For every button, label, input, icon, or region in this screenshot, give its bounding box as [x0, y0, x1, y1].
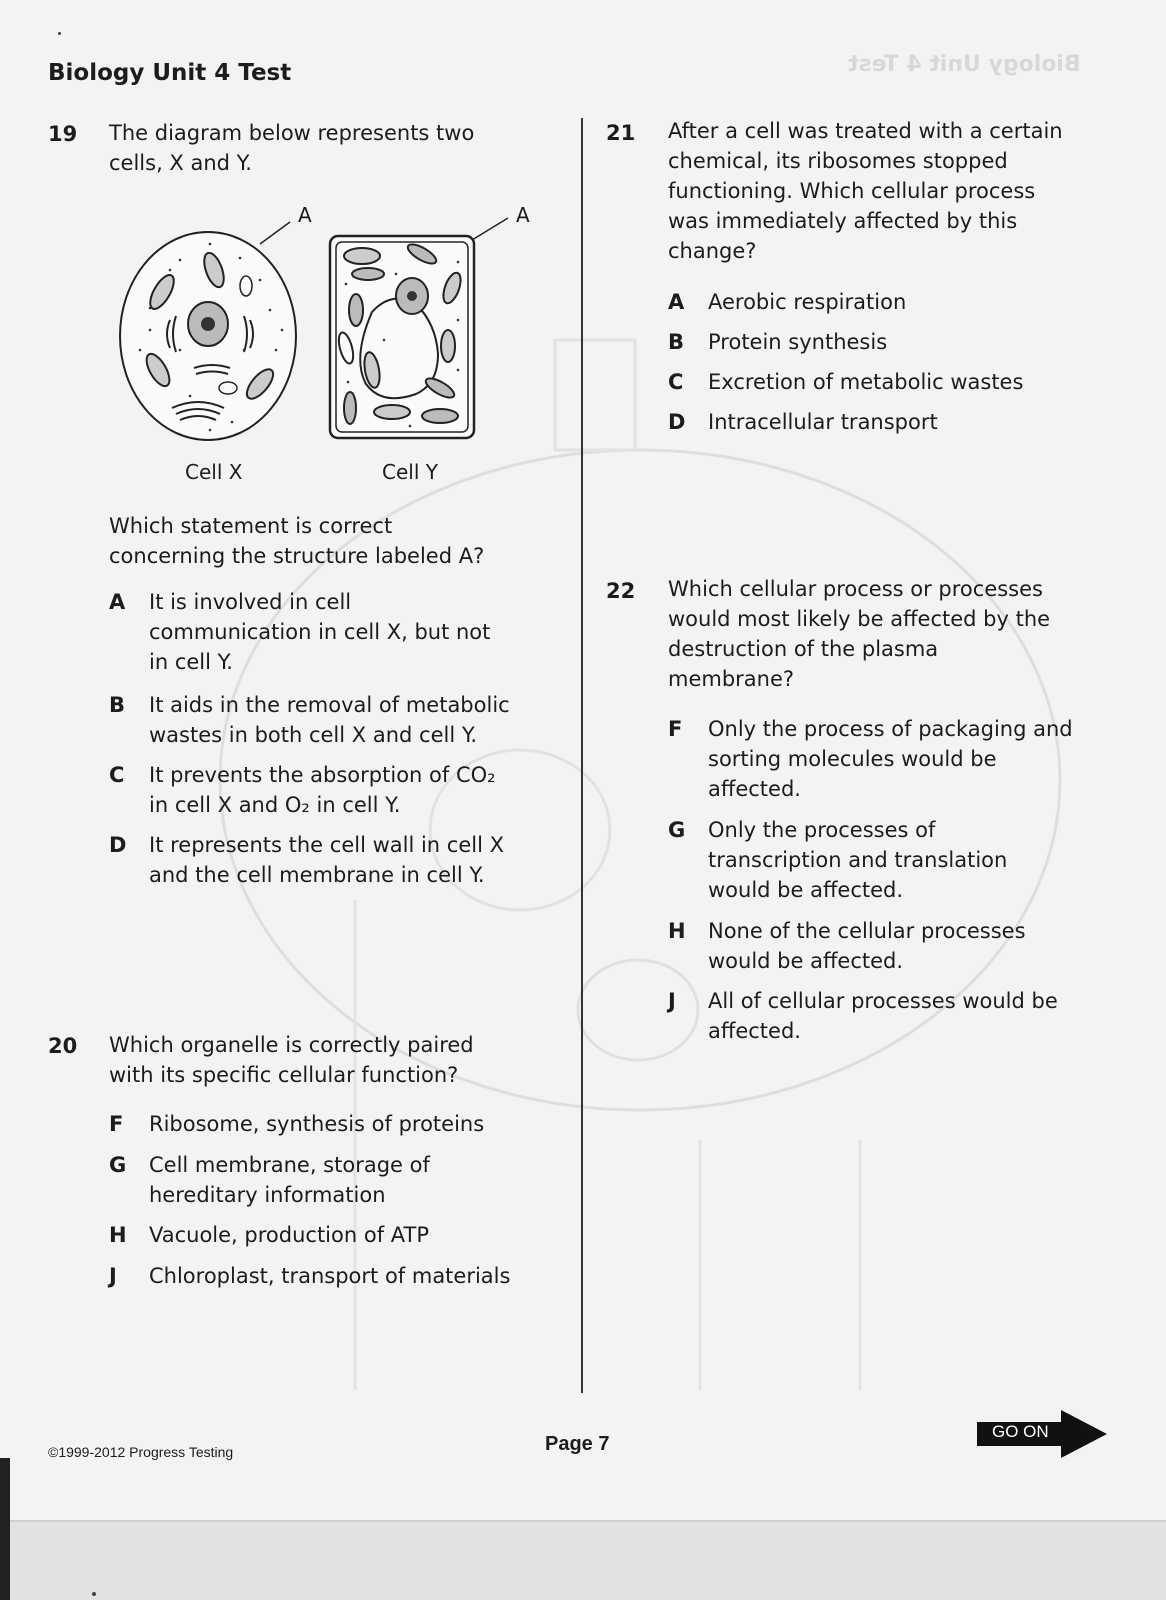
q22-option-h-letter: H — [668, 919, 686, 943]
cell-x-label: Cell X — [185, 460, 243, 484]
q21-option-a-letter: A — [668, 290, 685, 314]
question-19-number: 19 — [48, 122, 78, 146]
label-a-cell-y: A — [516, 203, 530, 227]
question-19-stem: Which statement is correct concerning the structure labeled A? — [109, 514, 485, 568]
scan-bottom-margin — [0, 1520, 1166, 1600]
q19-option-a-letter: A — [109, 590, 126, 614]
q22-option-j-text: All of cellular processes would be affected. — [708, 989, 1058, 1043]
q20-option-h-letter: H — [109, 1223, 127, 1247]
q20-option-f-letter: F — [109, 1112, 124, 1136]
go-on-arrow — [977, 1410, 1107, 1458]
cell-y-drawing — [330, 236, 474, 438]
q22-option-h-text: None of the cellular processes would be affected. — [708, 919, 1026, 973]
cell-diagram — [110, 200, 530, 460]
bleed-through-title: Biology Unit 4 Test — [848, 52, 1081, 77]
cell-y-label: Cell Y — [382, 460, 438, 484]
q21-option-a-text: Aerobic respiration — [708, 290, 907, 314]
q21-option-b-text: Protein synthesis — [708, 330, 888, 354]
scan-speck — [58, 32, 61, 35]
cell-x-drawing — [120, 232, 296, 440]
label-a-cell-x: A — [298, 203, 312, 227]
q19-option-c-text: It prevents the absorption of CO₂ in cell X and O₂ in cell Y. — [149, 763, 496, 817]
q22-option-g-letter: G — [668, 818, 686, 842]
question-22-number: 22 — [606, 579, 636, 603]
q19-option-b-letter: B — [109, 693, 126, 717]
scan-speck — [92, 1592, 96, 1596]
q21-option-d-letter: D — [668, 410, 686, 434]
copyright-notice: ©1999-2012 Progress Testing — [48, 1444, 234, 1460]
question-19-text: The diagram below represents two cells, X and Y. — [109, 121, 475, 175]
question-20-text: Which organelle is correctly paired with its specific cellular function? — [109, 1033, 474, 1087]
go-on-label: GO ON — [992, 1422, 1049, 1441]
q21-option-b-letter: B — [668, 330, 685, 354]
column-divider — [581, 118, 583, 1393]
q22-option-j-letter: J — [668, 989, 676, 1013]
question-21-number: 21 — [606, 121, 636, 145]
q20-option-f-text: Ribosome, synthesis of proteins — [149, 1112, 485, 1136]
q20-option-g-letter: G — [109, 1153, 127, 1177]
question-20-number: 20 — [48, 1034, 78, 1058]
page-number: Page 7 — [545, 1433, 610, 1455]
scan-edge-bar — [0, 1458, 10, 1600]
q21-option-c-text: Excretion of metabolic wastes — [708, 370, 1024, 394]
question-22-text: Which cellular process or processes would most likely be affected by the destruction of the plasma membrane? — [668, 577, 1051, 691]
q22-option-f-text: Only the process of packaging and sorting molecules would be affected. — [708, 717, 1073, 801]
q19-option-a-text: It is involved in cell communication in cell X, but not in cell Y. — [149, 590, 491, 674]
q19-option-d-letter: D — [109, 833, 127, 857]
question-21-text: After a cell was treated with a certain chemical, its ribosomes stopped functioning. Which cellular process was immediately affected by this change? — [668, 119, 1063, 263]
q22-option-g-text: Only the processes of transcription and translation would be affected. — [708, 818, 1008, 902]
q20-option-j-text: Chloroplast, transport of materials — [149, 1264, 511, 1288]
q19-option-b-text: It aids in the removal of metabolic wastes in both cell X and cell Y. — [149, 693, 510, 747]
page-title: Biology Unit 4 Test — [48, 60, 292, 86]
q20-option-g-text: Cell membrane, storage of hereditary information — [149, 1153, 430, 1207]
q22-option-f-letter: F — [668, 717, 683, 741]
q19-option-d-text: It represents the cell wall in cell X and the cell membrane in cell Y. — [149, 833, 504, 887]
q20-option-h-text: Vacuole, production of ATP — [149, 1223, 429, 1247]
q19-option-c-letter: C — [109, 763, 125, 787]
q21-option-c-letter: C — [668, 370, 684, 394]
q20-option-j-letter: J — [109, 1264, 117, 1288]
q21-option-d-text: Intracellular transport — [708, 410, 938, 434]
